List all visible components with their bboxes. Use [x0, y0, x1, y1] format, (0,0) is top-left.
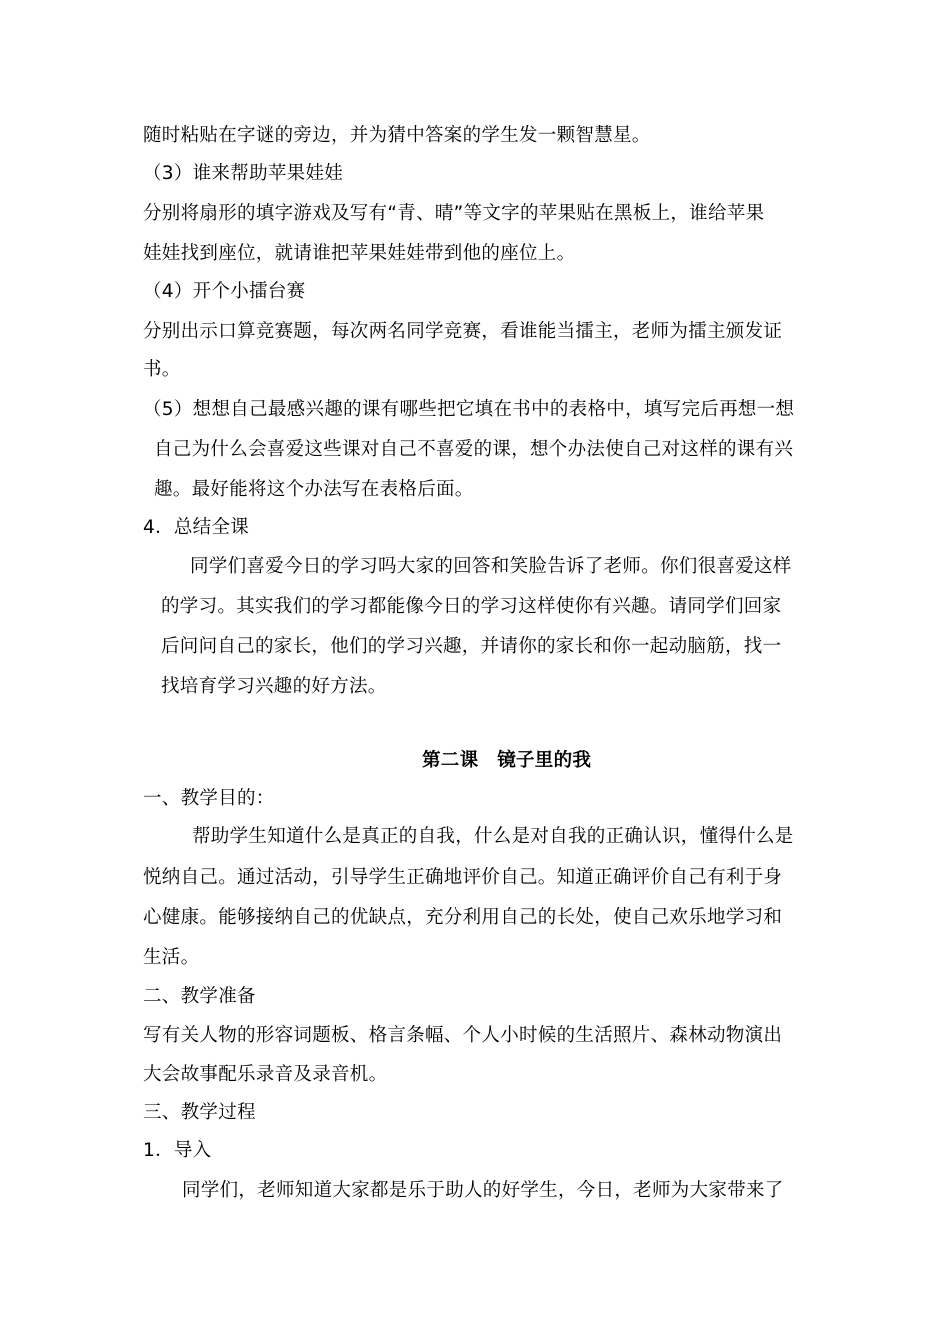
text-line: 写有关人物的形容词题板、格言条幅、个人小时候的生活照片、森林动物演出: [143, 1025, 783, 1046]
text-line: 娃娃找到座位，就请谁把苹果娃娃带到他的座位上。: [143, 243, 576, 264]
lesson-title: 第二课 镜子里的我: [422, 750, 592, 771]
text-line: 同学们，老师知道大家都是乐于助人的好学生，今日，老师为大家带来了: [182, 1180, 784, 1201]
text-line: 大会故事配乐录音及录音机。: [143, 1064, 388, 1085]
text-line: （5）想想自己最感兴趣的课有哪些把它填在书中的表格中，填写完后再想一想: [143, 399, 795, 420]
section-heading: 三、教学过程: [143, 1102, 256, 1123]
section-heading: 二、教学准备: [143, 986, 256, 1007]
text-line: 悦纳自己。通过活动，引导学生正确地评价自己。知道正确评价自己有利于身: [143, 867, 783, 888]
text-line: 生活。: [143, 947, 200, 968]
text-line: 4．总结全课: [143, 517, 250, 538]
text-line: 找培育学习兴趣的好方法。: [161, 676, 387, 697]
text-line: （3）谁来帮助苹果娃娃: [143, 163, 344, 184]
text-line: 后问问自己的家长，他们的学习兴趣，并请你的家长和你一起动脑筋，找一: [161, 636, 782, 657]
text-line: 书。: [143, 359, 181, 380]
text-line: 心健康。能够接纳自己的优缺点，充分利用自己的长处，使自己欢乐地学习和: [143, 907, 783, 928]
text-line: 随时粘贴在字谜的旁边，并为猜中答案的学生发一颗智慧星。: [143, 125, 651, 146]
text-line: （4）开个小擂台赛: [143, 281, 306, 302]
text-line: 的学习。其实我们的学习都能像今日的学习这样使你有兴趣。请同学们回家: [161, 596, 782, 617]
text-line: 1．导入: [143, 1140, 212, 1161]
text-line: 分别出示口算竞赛题，每次两名同学竞赛，看谁能当擂主，老师为擂主颁发证: [143, 321, 783, 342]
text-line: 自己为什么会喜爱这些课对自己不喜爱的课，想个办法使自己对这样的课有兴: [154, 439, 794, 460]
text-line: 分别将扇形的填字游戏及写有“青、晴”等文字的苹果贴在黑板上，谁给苹果: [143, 203, 765, 224]
section-heading: 一、教学目的：: [143, 788, 275, 809]
text-line: 趣。最好能将这个办法写在表格后面。: [154, 479, 474, 500]
text-line: 同学们喜爱今日的学习吗大家的回答和笑脸告诉了老师。你们很喜爱这样: [190, 556, 792, 577]
text-line: 帮助学生知道什么是真正的自我，什么是对自我的正确认识，懂得什么是: [192, 826, 794, 847]
